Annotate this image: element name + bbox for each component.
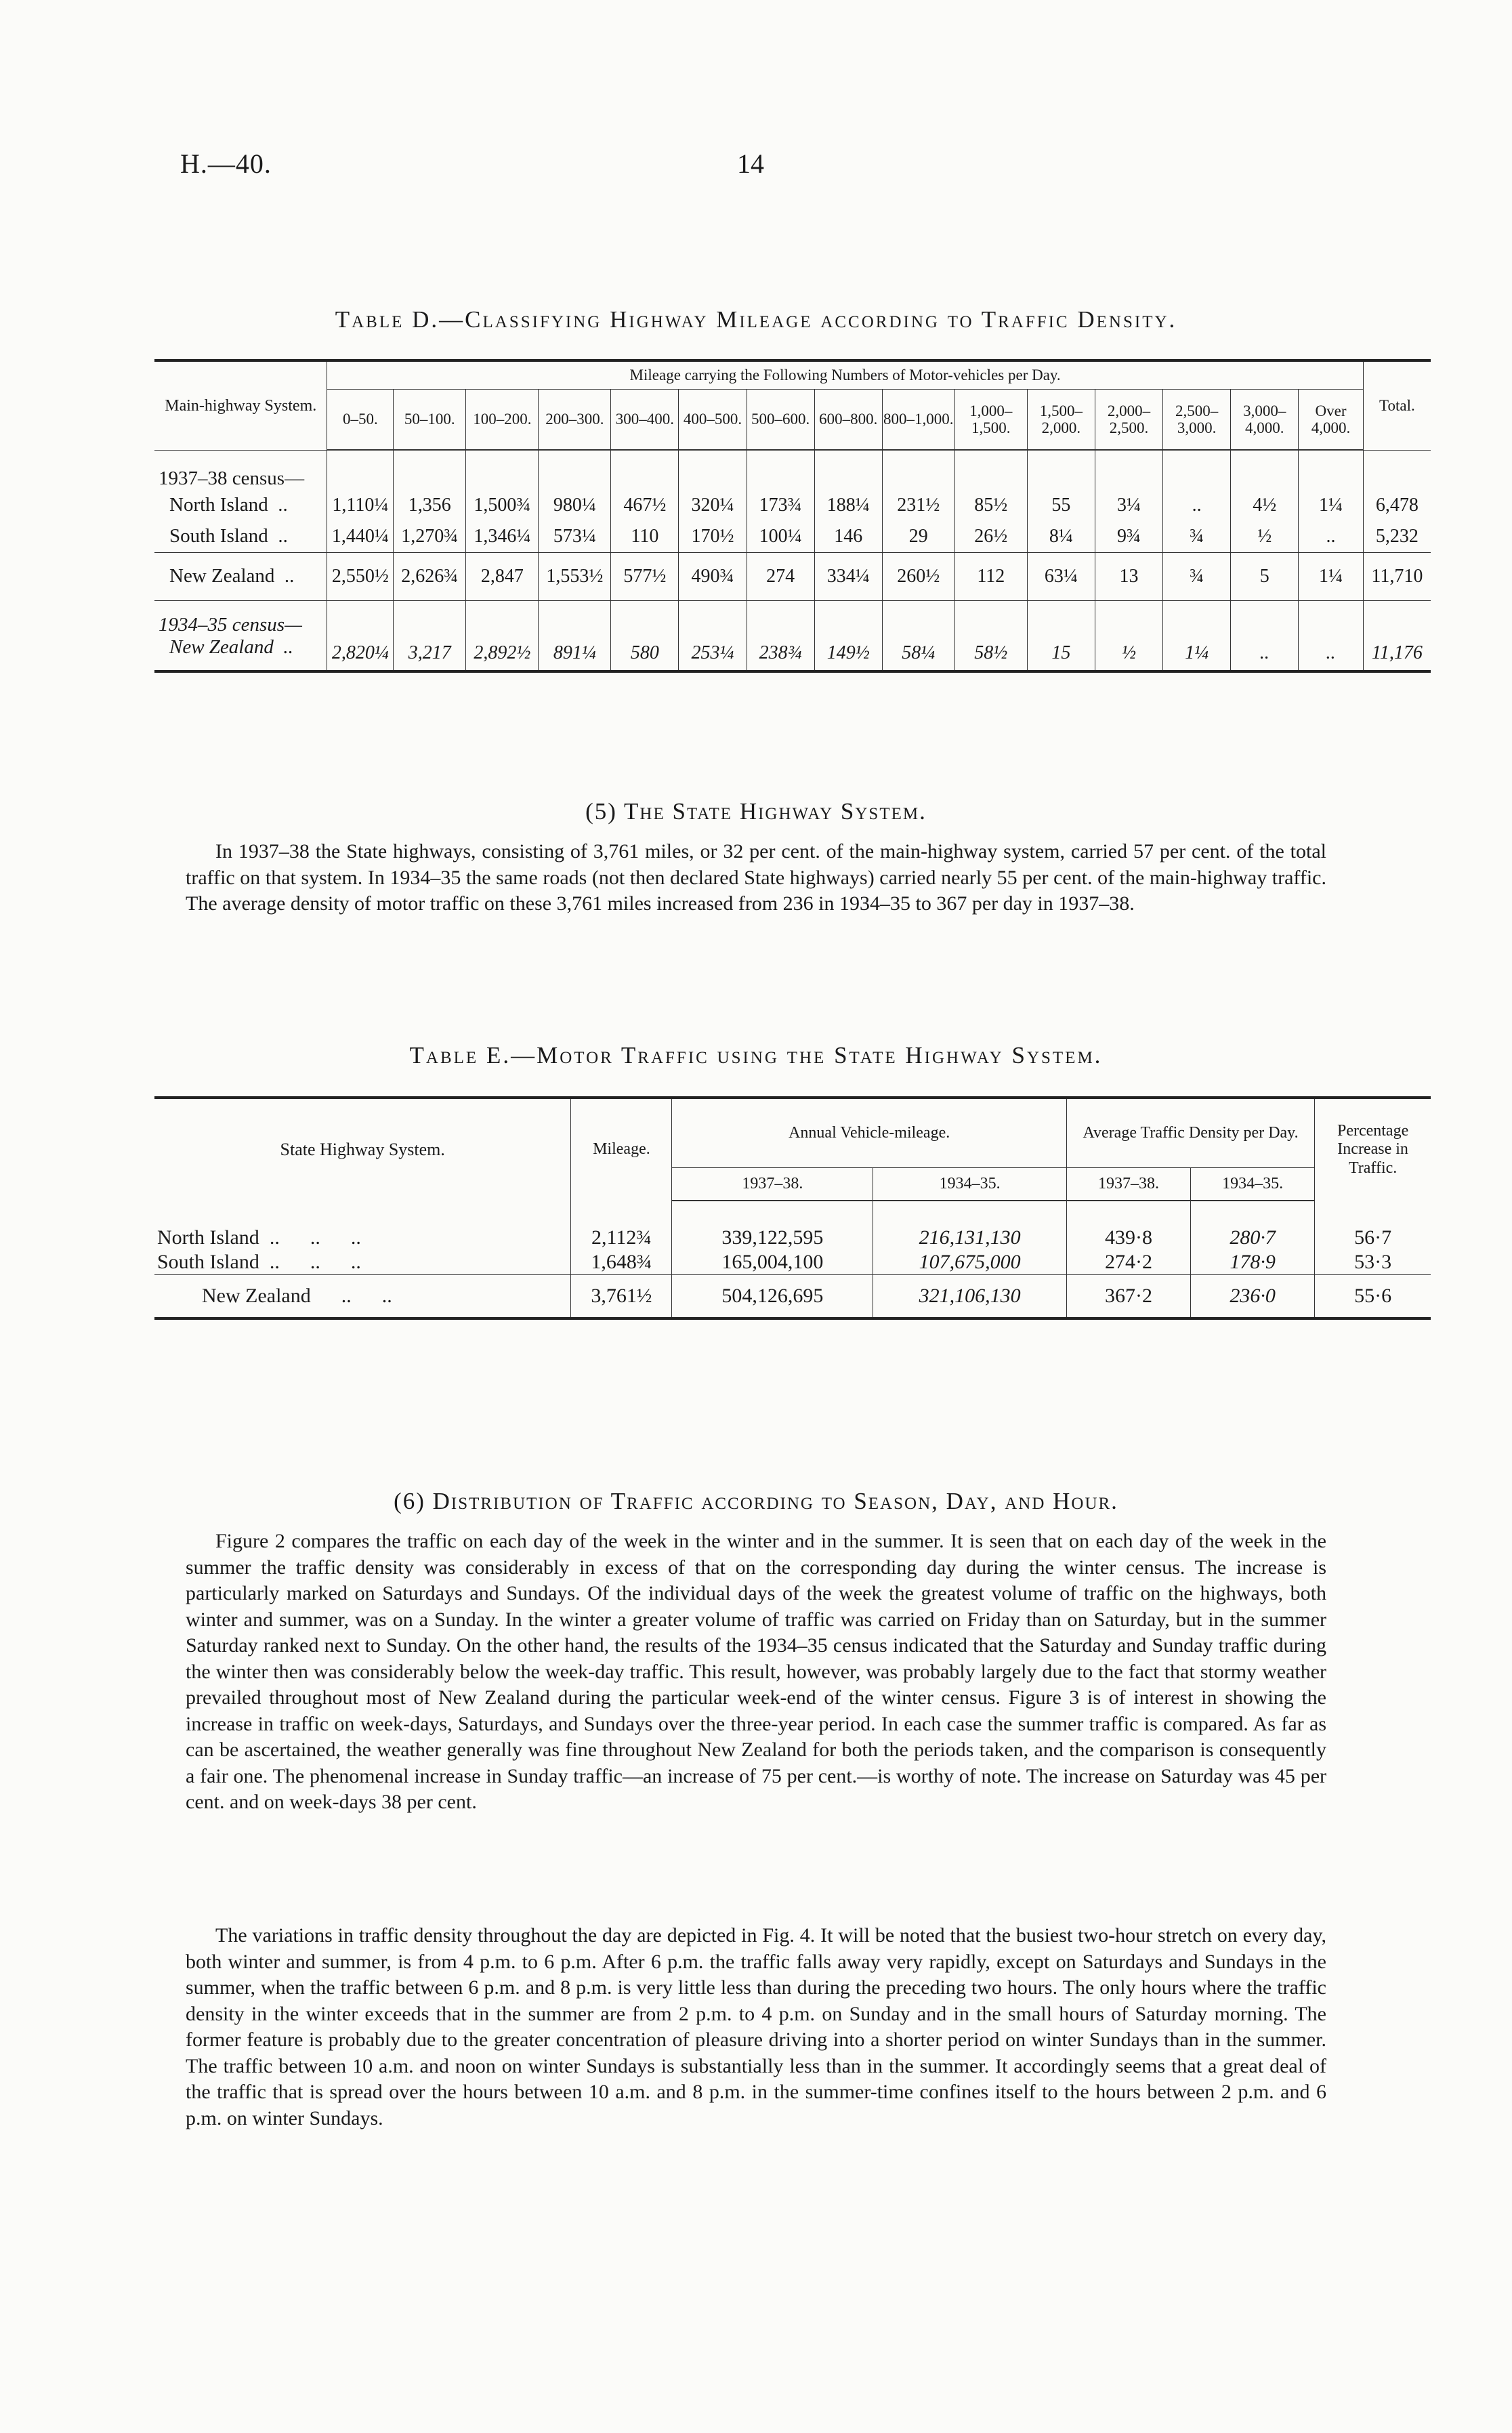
table-d-span-header: Mileage carrying the Following Numbers of Motor-vehicles per Day. <box>327 360 1363 390</box>
table-e-col-system: State Highway System. <box>280 1140 445 1160</box>
cell: 274 <box>747 552 814 600</box>
table-d-col-total: Total. <box>1363 360 1431 450</box>
cell: 63¼ <box>1027 552 1095 600</box>
cell: 178·9 <box>1191 1250 1315 1275</box>
table-d <box>154 359 1431 673</box>
cell: 2,892½ <box>466 636 539 671</box>
row-label: South Island .. .. .. <box>154 1250 571 1275</box>
table-d-col: 50–100. <box>394 390 466 451</box>
cell: 173¾ <box>747 490 814 521</box>
cell: 253¼ <box>679 636 747 671</box>
table-e-title <box>0 1042 1512 1069</box>
cell: 280·7 <box>1191 1226 1315 1250</box>
cell: 236·0 <box>1191 1275 1315 1319</box>
table-row <box>154 1275 1431 1319</box>
table-d-row-header: Main-highway System. <box>154 360 327 450</box>
cell: 580 <box>611 636 679 671</box>
cell: 274·2 <box>1066 1250 1190 1275</box>
cell: 980¼ <box>539 490 611 521</box>
table-d-col: 200–300. <box>539 390 611 451</box>
cell: 3,217 <box>394 636 466 671</box>
table-row <box>154 552 1431 600</box>
cell: 11,710 <box>1363 552 1431 600</box>
cell: 2,847 <box>466 552 539 600</box>
cell: 58½ <box>954 636 1027 671</box>
cell: 100¼ <box>747 521 814 553</box>
cell: 56·7 <box>1315 1226 1431 1250</box>
cell: 29 <box>882 521 954 553</box>
cell: 339,122,595 <box>672 1226 873 1250</box>
cell: .. <box>1231 636 1299 671</box>
cell: ½ <box>1231 521 1299 553</box>
cell: 110 <box>611 521 679 553</box>
row-label: New Zealand .. <box>154 552 327 600</box>
table-e-col-density: Average Traffic Density per Day. <box>1066 1098 1314 1167</box>
cell: .. <box>1299 636 1364 671</box>
cell: 146 <box>814 521 882 553</box>
cell: 2,550½ <box>327 552 394 600</box>
cell: 231½ <box>882 490 954 521</box>
group-label-1937: 1937–38 census— <box>159 467 305 489</box>
table-e-col-increase: Percentage Increase in Traffic. <box>1315 1098 1431 1201</box>
cell: 367·2 <box>1066 1275 1190 1319</box>
cell: 112 <box>954 552 1027 600</box>
cell: 188¼ <box>814 490 882 521</box>
section-6-heading: (6) Distribution of Traffic according to Season, Day, and Hour. <box>394 1488 1118 1514</box>
cell: 1,553½ <box>539 552 611 600</box>
table-d-col: 3,000–4,000. <box>1231 390 1299 451</box>
row-label: New Zealand .. <box>169 636 293 658</box>
table-e-title-prefix: Table E. <box>409 1042 511 1068</box>
table-d-col: 300–400. <box>611 390 679 451</box>
cell: 3¼ <box>1095 490 1162 521</box>
cell: 2,626¾ <box>394 552 466 600</box>
cell: 149½ <box>814 636 882 671</box>
cell: 321,106,130 <box>873 1275 1067 1319</box>
cell: 107,675,000 <box>873 1250 1067 1275</box>
table-row <box>154 1250 1431 1275</box>
cell: 170½ <box>679 521 747 553</box>
cell: 8¼ <box>1027 521 1095 553</box>
cell: 9¾ <box>1095 521 1162 553</box>
cell: .. <box>1163 490 1231 521</box>
row-label: New Zealand .. .. <box>202 1285 392 1307</box>
cell: 1¼ <box>1299 490 1364 521</box>
table-e <box>154 1096 1431 1320</box>
cell: 1,346¼ <box>466 521 539 553</box>
section-6-paragraph-1: Figure 2 compares the traffic on each day of the week in the winter and in the summer. It is seen that on each day of the week in the summer the traffic density was considerably in excess of that on the corresponding day during the winter census. The increase is particularly marked on Saturdays and Sundays. Of the individual days of the week the greatest volume of traffic on the highways, both winter and summer, was on a Sunday. In the winter a greater volume of traffic was carried on Friday than on Saturday, but in the summer Saturday ranked next to Sunday. On the other hand, the results of the 1934–35 census indicated that the Saturday and Sunday traffic during the winter then was considerably below the week-day traffic. This result, however, was probably largely due to the fact that stormy weather prevailed throughout most of New Zealand during the particular week-end of the winter census. Figure 3 is of interest in showing the increase in traffic on week-days, Saturdays, and Sundays over the three-year period. In each case the summer traffic is compared. As far as can be ascertained, the weather generally was fine throughout New Zealand for both the periods taken, and the comparison is consequently a fair one. The phenomenal increase in Sunday traffic—an increase of 75 per cent.—is worthy of note. The increase on Saturday was 45 per cent. and on week-days 38 per cent. <box>186 1530 1326 1813</box>
table-e-year-b: 1934–35. <box>873 1167 1067 1201</box>
cell: 26½ <box>954 521 1027 553</box>
cell: 238¾ <box>747 636 814 671</box>
cell: 15 <box>1027 636 1095 671</box>
table-row <box>154 521 1431 553</box>
table-e-year-a: 1937–38. <box>672 1167 873 1201</box>
table-d-col: 1,000–1,500. <box>954 390 1027 451</box>
table-d-col: 100–200. <box>466 390 539 451</box>
table-d-col: 800–1,000. <box>882 390 954 451</box>
cell: 5,232 <box>1363 521 1431 553</box>
cell: 1¼ <box>1163 636 1231 671</box>
cell: 3,761½ <box>571 1275 672 1319</box>
cell: 573¼ <box>539 521 611 553</box>
cell: 85½ <box>954 490 1027 521</box>
cell: 165,004,100 <box>672 1250 873 1275</box>
row-label: South Island .. <box>154 521 327 553</box>
table-d-col: 400–500. <box>679 390 747 451</box>
table-row <box>154 1226 1431 1250</box>
table-row <box>154 636 1431 671</box>
document-reference: H.—40. <box>180 148 272 179</box>
table-d-col: 2,500–3,000. <box>1163 390 1231 451</box>
cell: 1¼ <box>1299 552 1364 600</box>
cell: 320¼ <box>679 490 747 521</box>
cell: 1,110¼ <box>327 490 394 521</box>
table-d-col: 2,000–2,500. <box>1095 390 1162 451</box>
cell: 1,356 <box>394 490 466 521</box>
cell: ¾ <box>1163 552 1231 600</box>
table-e-year-b: 1934–35. <box>1191 1167 1315 1201</box>
table-d-col: 500–600. <box>747 390 814 451</box>
cell: 2,112¾ <box>571 1226 672 1250</box>
cell: 216,131,130 <box>873 1226 1067 1250</box>
table-e-title-text: —Motor Traffic using the State Highway System. <box>511 1042 1103 1068</box>
table-d-col: 1,500–2,000. <box>1027 390 1095 451</box>
table-d-title-text: —Classifying Highway Mileage according to Traffic Density. <box>439 306 1177 333</box>
cell: 4½ <box>1231 490 1299 521</box>
cell: 2,820¼ <box>327 636 394 671</box>
table-d-title-prefix: Table D. <box>335 306 440 333</box>
table-e-col-annual: Annual Vehicle-mileage. <box>672 1098 1066 1167</box>
table-d-col: 600–800. <box>814 390 882 451</box>
table-e-year-a: 1937–38. <box>1066 1167 1190 1201</box>
cell: .. <box>1299 521 1364 553</box>
cell: 891¼ <box>539 636 611 671</box>
cell: 6,478 <box>1363 490 1431 521</box>
row-label: North Island .. <box>169 494 288 516</box>
cell: 55·6 <box>1315 1275 1431 1319</box>
table-e-col-mileage: Mileage. <box>571 1098 672 1201</box>
row-label: North Island .. .. .. <box>157 1226 361 1249</box>
section-5-text: In 1937–38 the State highways, consisting of 3,761 miles, or 32 per cent. of the main-highway system, carried 57 per cent. of the total traffic on that system. In 1934–35 the same roads (not then declared State highways) carried nearly 55 per cent. of the main-highway traffic. The average density of motor traffic on these 3,761 miles increased from 236 in 1934–35 to 367 per day in 1937–38. <box>186 840 1326 915</box>
cell: 1,648¾ <box>571 1250 672 1275</box>
cell: 58¼ <box>882 636 954 671</box>
table-d-col: 0–50. <box>327 390 394 451</box>
cell: 53·3 <box>1315 1250 1431 1275</box>
cell: 490¾ <box>679 552 747 600</box>
cell: 1,270¾ <box>394 521 466 553</box>
table-d-col: Over 4,000. <box>1299 390 1364 451</box>
cell: 260½ <box>882 552 954 600</box>
cell: 334¼ <box>814 552 882 600</box>
table-d-title <box>0 306 1512 333</box>
section-5-heading: (5) The State Highway System. <box>585 798 927 825</box>
cell: 13 <box>1095 552 1162 600</box>
section-6-paragraph-2: The variations in traffic density throughout the day are depicted in Fig. 4. It will be noted that the busiest two-hour stretch on every day, both winter and summer, is from 4 p.m. to 6 p.m. After 6 p.m. the traffic falls away very rapidly, except on Saturdays and Sundays in the summer, when the traffic between 6 p.m. and 8 p.m. is very little less than during the preceding two hours. The only hours where the traffic density in the winter exceeds that in the summer are from 2 p.m. to 4 p.m. on Sunday and in the small hours of Saturday morning. The former feature is probably due to the greater concentration of pleasure driving into a shorter period on winter Sundays than in the summer. The traffic between 10 a.m. and noon on winter Sundays is substantially less than in the summer. It accordingly seems that a great deal of the traffic that is spread over the hours between 10 a.m. and 8 p.m. in the summer-time confines itself to the hours between 2 p.m. and 6 p.m. on winter Sundays. <box>186 1924 1326 2129</box>
group-label-1934: 1934–35 census— <box>159 613 302 636</box>
cell: 1,500¾ <box>466 490 539 521</box>
cell: 55 <box>1027 490 1095 521</box>
cell: 577½ <box>611 552 679 600</box>
cell: 1,440¼ <box>327 521 394 553</box>
cell: 467½ <box>611 490 679 521</box>
cell: 11,176 <box>1363 636 1431 671</box>
page-number: 14 <box>737 148 764 179</box>
cell: 5 <box>1231 552 1299 600</box>
cell: ½ <box>1095 636 1162 671</box>
cell: ¾ <box>1163 521 1231 553</box>
cell: 504,126,695 <box>672 1275 873 1319</box>
cell: 439·8 <box>1066 1226 1190 1250</box>
table-row <box>154 490 1431 521</box>
